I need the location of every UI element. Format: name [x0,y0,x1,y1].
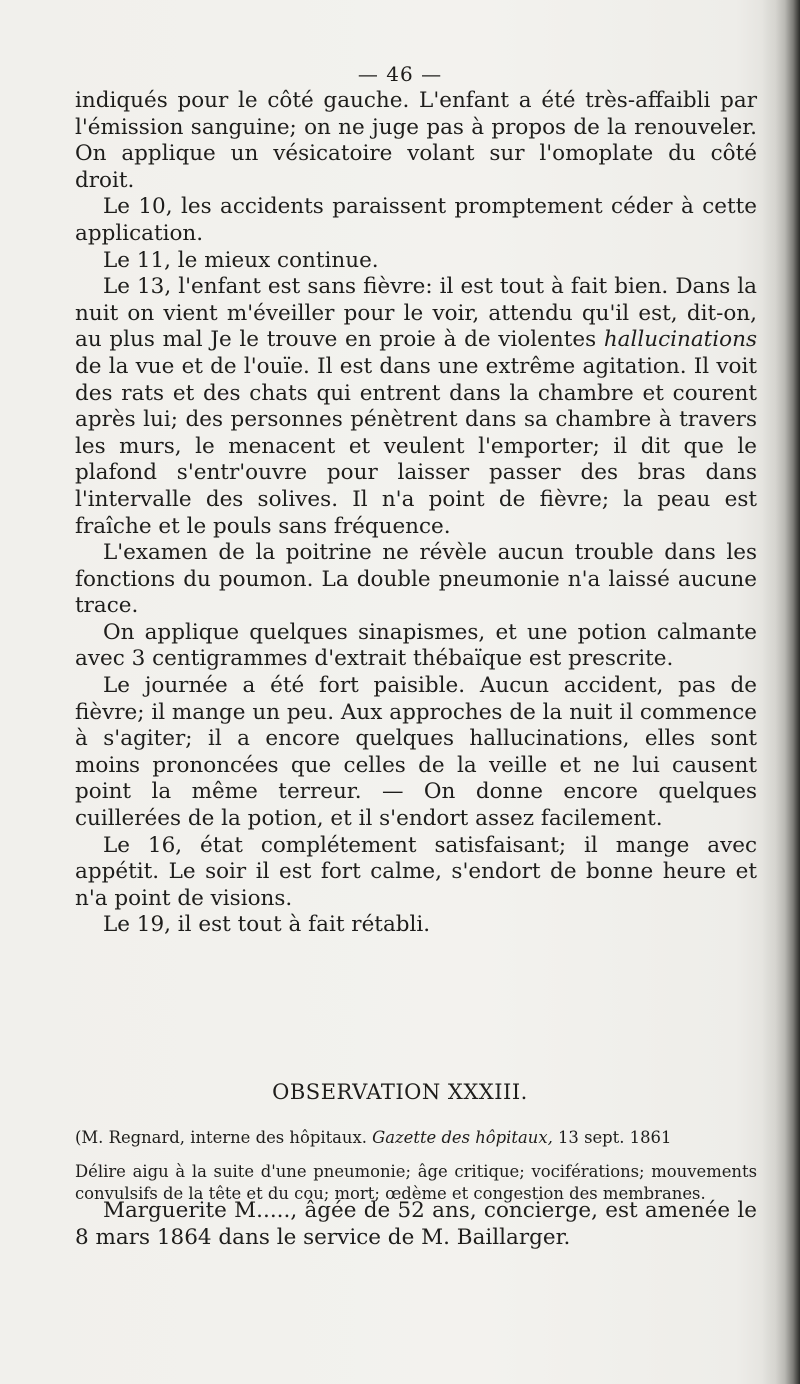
paragraph: Le 16, état complétement satisfaisant; il mange avec appétit. Le soir il est fort calme, s'endort de bonne heure et n'a point de visions. [75,832,757,911]
source-note: (M. Regnard, interne des hôpitaux. Gazette des hôpitaux, 13 sept. 1861 [75,1128,672,1147]
paragraph: Le 10, les accidents paraissent promptement céder à cette application. [75,194,757,246]
paragraph: Le journée a été fort paisible. Aucun accident, pas de fièvre; il mange un peu. Aux approches de la nuit il commence à s'agiter; il a encore quelques hallucinations, elles sont moins prononcées que celles de la veille et ne lui causent point la même terreur. — On donne encore quelques cuillerées de la potion, et il s'endort assez facilement. [75,673,757,832]
body-text [75,88,757,939]
paragraph [75,274,757,540]
italic-term: hallucinations [603,327,757,353]
paragraph: L'examen de la poitrine ne révèle aucun trouble dans les fonctions du poumon. La double pneumonie n'a laissé aucune trace. [75,540,757,619]
case-summary: Délire aigu à la suite d'une pneumonie; âge critique; vociférations; mouvements convulsifs de la tête et du cou; mort; œdème et congestion des membranes. [75,1162,757,1203]
page-number: — 46 — [357,62,443,86]
paragraph: On applique quelques sinapismes, et une potion calmante avec 3 centigrammes d'extrait thébaïque est prescrite. [75,619,757,672]
paragraph: Marguerite M....., âgée de 52 ans, concierge, est amenée le 8 mars 1864 dans le service de M. Baillarger. [75,1198,757,1250]
observation-heading: OBSERVATION XXXIII. [272,1080,528,1104]
paragraph-text: Le 13, l'enfant est sans fièvre: il est tout à fait bien. Dans la nuit on vient m'éveiller pour le voir, attendu qu'il est, dit-on, au plus mal Je le trouve en proie à de violentes [75,274,757,353]
case-text [75,1198,757,1251]
journal-title: Gazette des hôpitaux, [372,1128,553,1147]
paragraph: Le 11, le mieux continue. [102,247,379,273]
paragraph: Le 19, il est tout à fait rétabli. [102,912,431,938]
page-edge-shadow [762,0,800,1384]
paragraph: indiqués pour le côté gauche. L'enfant a été très-affaibli par l'émission sanguine; on ne juge pas à propos de la renouveler. On applique un vésicatoire volant sur l'omoplate du côté droit. [75,88,757,193]
paragraph-text: de la vue et de l'ouïe. Il est dans une extrême agitation. Il voit des rats et des chats qui entrent dans la chambre et courent après lui; des personnes pénètrent dans sa chambre à travers les murs, le menacent et veulent l'emporter; il dit que le plafond s'entr'ouvre pour laisser passer des bras dans l'intervalle des solives. Il n'a point de fièvre; la peau est fraîche et le pouls sans fréquence. [75,353,757,539]
